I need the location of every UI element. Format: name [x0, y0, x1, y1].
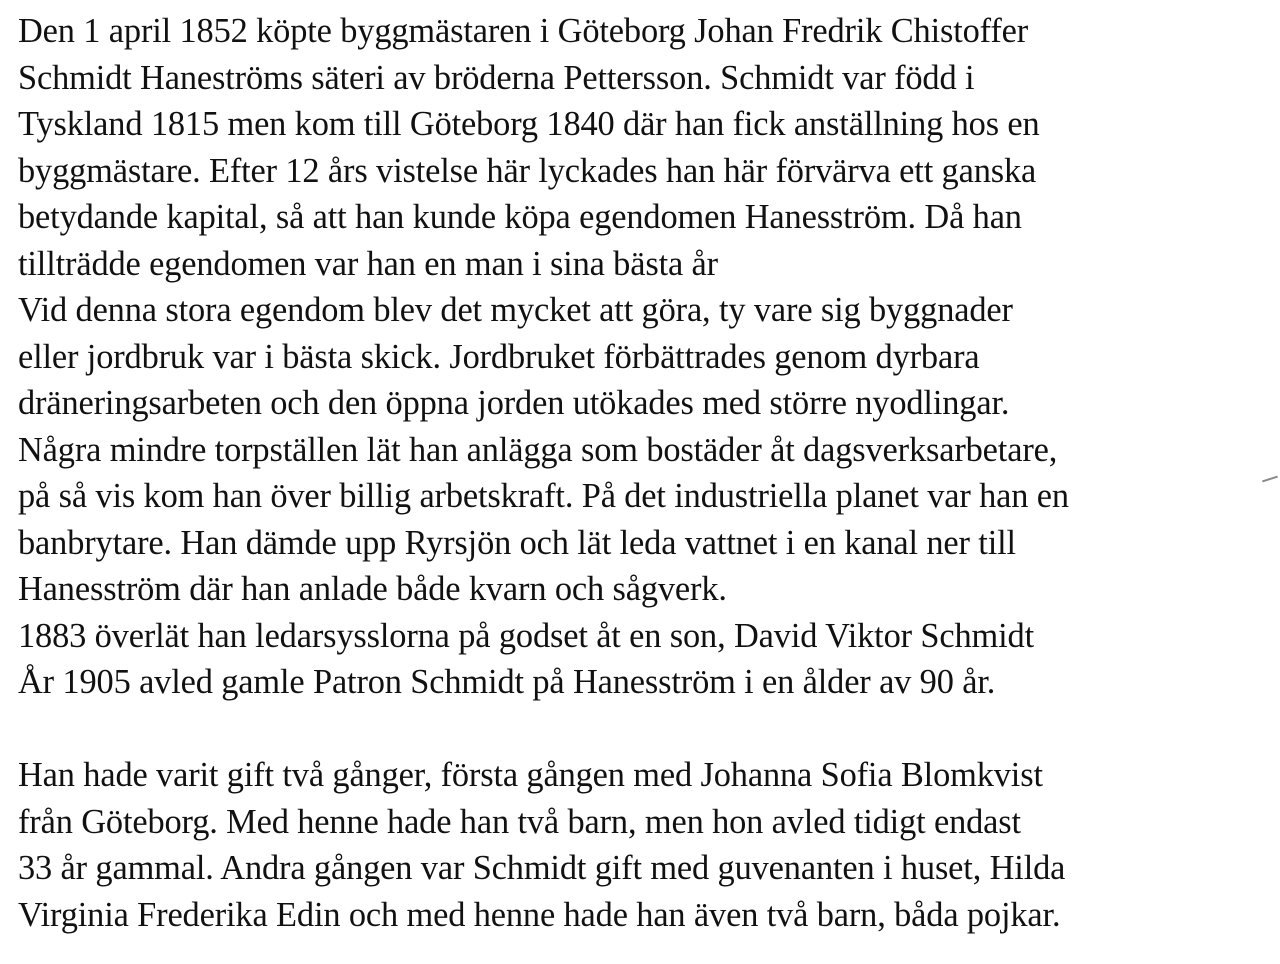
paragraph-family — [18, 752, 1280, 938]
paragraph-gap — [18, 706, 1280, 753]
text-line: Schmidt Haneströms säteri av bröderna Pettersson. Schmidt var född i — [18, 58, 975, 97]
text-line: Tyskland 1815 men kom till Göteborg 1840 där han fick anställning hos en — [18, 105, 1040, 143]
text-line: Hanesström där han anlade både kvarn och sågverk. — [18, 570, 727, 608]
text-line: byggmästare. Efter 12 års vistelse här lyckades han här förvärva ett ganska — [18, 151, 1037, 190]
text-line: från Göteborg. Med henne hade han två barn, men hon avled tidigt endast — [18, 802, 1021, 841]
text-line: betydande kapital, så att han kunde köpa egendomen Hanesström. Då han — [18, 198, 1022, 236]
text-line: Den 1 april 1852 köpte byggmästaren i Göteborg Johan Fredrik Chistoffer — [18, 12, 1029, 50]
text-line: 1883 överlät han ledarsysslorna på godset åt en son, David Viktor Schmidt — [18, 616, 1034, 655]
text-line: Vid denna stora egendom blev det mycket att göra, ty vare sig byggnader — [18, 291, 1013, 329]
document-text — [18, 8, 1280, 938]
text-line: År 1905 avled gamle Patron Schmidt på Hanesström i en ålder av 90 år. — [18, 663, 996, 701]
text-line: banbrytare. Han dämde upp Ryrsjön och lät leda vattnet i en kanal ner till — [18, 523, 1016, 562]
text-line: Virginia Frederika Edin och med henne hade han även två barn, båda pojkar. — [18, 895, 1061, 934]
text-line: på så vis kom han över billig arbetskraft. På det industriella planet var han en — [18, 477, 1069, 515]
text-line: 33 år gammal. Andra gången var Schmidt gift med guvenanten i huset, Hilda — [18, 849, 1066, 887]
text-line: dräneringsarbeten och den öppna jorden utökades med större nyodlingar. — [18, 384, 1010, 422]
text-line: eller jordbruk var i bästa skick. Jordbruket förbättrades genom dyrbara — [18, 337, 980, 376]
text-line: Några mindre torpställen lät han anlägga som bostäder åt dagsverksarbetare, — [18, 430, 1058, 469]
text-line: Han hade varit gift två gånger, första gången med Johanna Sofia Blomkvist — [18, 756, 1043, 794]
text-line: tillträdde egendomen var han en man i sina bästa år — [18, 244, 718, 283]
paragraph-history — [18, 8, 1280, 706]
